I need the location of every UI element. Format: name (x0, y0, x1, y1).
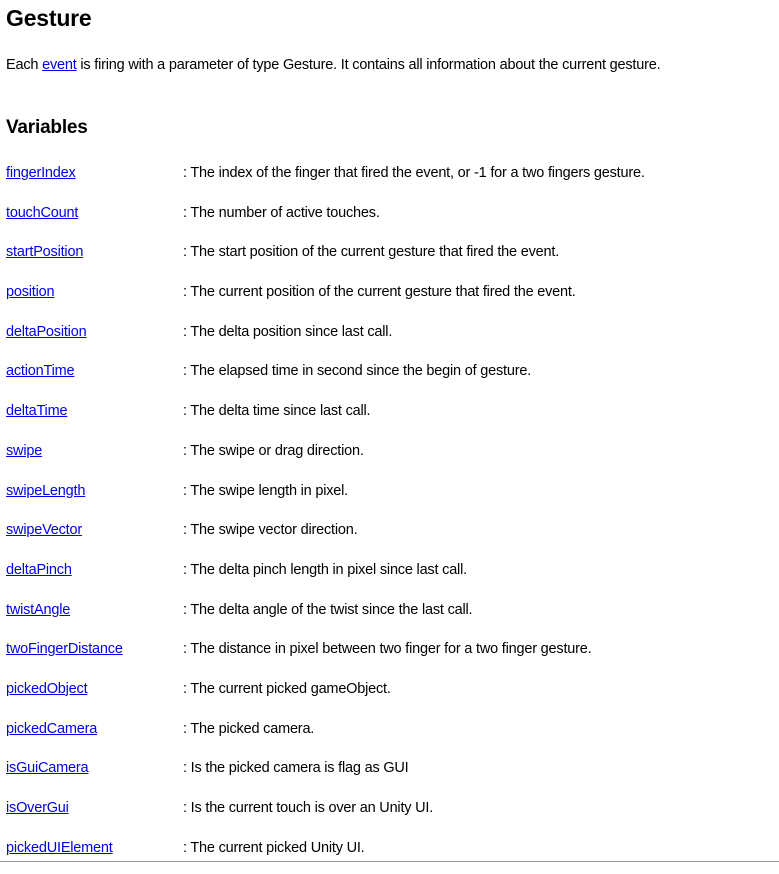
variable-link[interactable]: touchCount (6, 204, 79, 221)
variable-link[interactable]: pickedUIElement (6, 839, 113, 856)
variable-link[interactable]: position (6, 284, 55, 301)
variable-link[interactable]: twoFingerDistance (6, 641, 123, 658)
variable-description: : The current picked gameObject. (183, 680, 391, 697)
variable-link[interactable]: deltaTime (6, 403, 68, 420)
variable-link[interactable]: deltaPosition (6, 323, 87, 340)
variable-description: : The delta position since last call. (183, 323, 393, 340)
variable-description: : The distance in pixel between two finger for a two finger gesture. (183, 641, 592, 658)
variable-row (0, 160, 779, 200)
variable-row (0, 835, 779, 874)
variable-row (0, 319, 779, 359)
variable-link[interactable]: fingerIndex (6, 165, 76, 181)
variable-row (0, 597, 779, 637)
variable-link[interactable]: pickedObject (6, 680, 88, 697)
variable-link[interactable]: isOverGui (6, 800, 69, 816)
variable-description: : The current position of the current gesture that fired the event. (183, 284, 576, 301)
variable-row (0, 438, 779, 478)
variable-row (0, 517, 779, 557)
page-title: Gesture (6, 5, 92, 31)
variable-row (0, 716, 779, 756)
variable-row (0, 478, 779, 518)
variable-description: : The delta angle of the twist since the last call. (183, 601, 473, 618)
variable-description: : The picked camera. (183, 720, 315, 737)
variable-description: : The delta pinch length in pixel since last call. (183, 561, 467, 578)
variable-description: : The delta time since last call. (183, 403, 371, 420)
variable-link[interactable]: actionTime (6, 363, 75, 380)
variable-link[interactable]: isGuiCamera (6, 760, 89, 777)
variable-link[interactable]: twistAngle (6, 601, 71, 618)
variable-description: : The current picked Unity UI. (183, 839, 365, 856)
variable-row (0, 398, 779, 438)
variable-row (0, 755, 779, 795)
intro-text-before: Each (6, 57, 43, 73)
variable-row (0, 200, 779, 240)
variable-description: : The swipe length in pixel. (183, 482, 349, 499)
variable-row (0, 795, 779, 835)
variable-link[interactable]: swipeVector (6, 522, 82, 539)
variables-heading: Variables (6, 117, 88, 138)
variable-description: : Is the picked camera is flag as GUI (183, 760, 409, 777)
variables-list (0, 160, 779, 874)
intro-paragraph (6, 56, 660, 74)
variable-row (0, 636, 779, 676)
variable-row (0, 279, 779, 319)
variable-row (0, 358, 779, 398)
variable-description: : The swipe vector direction. (183, 522, 358, 539)
variable-description: : The elapsed time in second since the begin of gesture. (183, 363, 532, 380)
variable-link[interactable]: swipe (6, 442, 43, 459)
variable-description: : The swipe or drag direction. (183, 442, 364, 459)
variable-description: : Is the current touch is over an Unity UI. (183, 800, 434, 816)
variable-description: : The number of active touches. (183, 204, 380, 221)
variable-description: : The index of the finger that fired the event, or -1 for a two fingers gesture. (183, 165, 645, 181)
variable-row (0, 239, 779, 279)
variable-link[interactable]: pickedCamera (6, 720, 98, 737)
variable-link[interactable]: deltaPinch (6, 561, 72, 578)
variable-row (0, 557, 779, 597)
variable-row (0, 676, 779, 716)
variable-link[interactable]: startPosition (6, 244, 84, 261)
variable-link[interactable]: swipeLength (6, 482, 86, 499)
intro-text-after: is firing with a parameter of type Gesture. It contains all information about the current gesture. (76, 57, 661, 73)
variable-description: : The start position of the current gesture that fired the event. (183, 244, 560, 261)
bottom-divider (0, 861, 779, 862)
event-link[interactable]: event (42, 57, 77, 73)
